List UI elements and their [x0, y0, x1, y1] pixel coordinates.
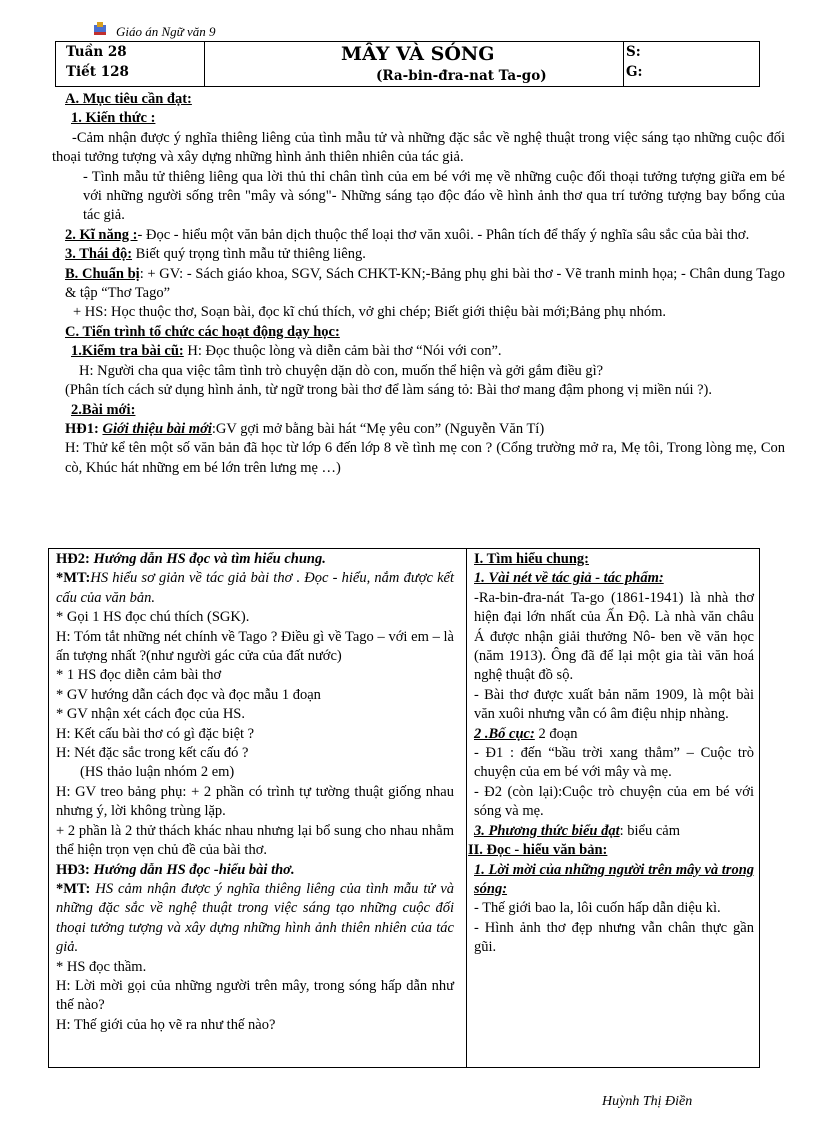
attitude-paragraph: 3. Thái độ: Biết quý trọng tình mẫu tử thiêng liêng.: [65, 246, 366, 263]
knowledge-paragraph-1: -Cảm nhận được ý nghĩa thiêng liêng của tình mẫu tử và những đặc sắc về nghệ thuật trong việc sáng tạo những cuộc đối thoại tưởng tượng và xây dựng những hình ảnh thiên nhiên của tác giả.: [52, 129, 785, 166]
skills-paragraph: 2. Kĩ năng :- Đọc - hiểu một văn bản dịch thuộc thể loại thơ văn xuôi. - Phân tích để thấy ý nghĩa sâu sắc của bài thơ.: [65, 226, 750, 243]
left-line-10: + 2 phần là 2 thử thách khác nhau nhưng lại bổ sung cho nhau nhằm thể hiện trọn vẹn chủ đề của bài thơ.: [56, 822, 454, 859]
week-cell: [56, 42, 205, 86]
structure-part-1: - Đ1 : đến “bầu trời xang thẳm” – Cuộc trò chuyện của em bé với mây và mẹ.: [474, 745, 754, 781]
activity-3-heading: HĐ3: Hướng dẫn HS đọc -hiểu bài thơ.: [56, 861, 295, 878]
period-label: Tiết 128: [66, 64, 129, 80]
new-lesson-heading: 2.Bài mới:: [71, 401, 136, 418]
left-line-4: * GV hướng dẫn cách đọc và đọc mẫu 1 đoạn: [56, 686, 321, 703]
knowledge-heading: 1. Kiến thức :: [71, 110, 156, 127]
left-line-6: H: Kết cấu bài thơ có gì đặc biệt ?: [56, 725, 255, 742]
left-line-3: * 1 HS đọc diễn cảm bài thơ: [56, 667, 222, 684]
expression-mode: 3. Phương thức biểu đạt: biểu cảm: [474, 822, 681, 839]
left-line-1: * Gọi 1 HS đọc chú thích (SGK).: [56, 609, 250, 626]
left-line-8: (HS thảo luận nhóm 2 em): [80, 764, 235, 781]
old-lesson-question: H: Người cha qua việc tâm tình trò chuyện dặn dò con, muốn thể hiện và gởi gắm điều gì?: [79, 362, 604, 379]
s-label: S:: [626, 44, 641, 60]
left-line-11: * HS đọc thầm.: [56, 958, 147, 975]
activity-2-heading: HĐ2: Hướng dẫn HS đọc và tìm hiểu chung.: [56, 551, 326, 567]
old-lesson-check: 1.Kiểm tra bài cũ: H: Đọc thuộc lòng và diễn cảm bài thơ “Nói với con”.: [71, 343, 502, 360]
student-preparation: + HS: Học thuộc thơ, Soạn bài, đọc kĩ chú thích, vở ghi chép; Biết giới thiệu bài mới;Bảng phụ nhóm.: [73, 304, 666, 321]
section-2-heading: II. Đọc - hiểu văn bản:: [468, 842, 608, 859]
poem-info: - Bài thơ được xuất bản năm 1909, là một bài văn xuôi nhưng vẫn có âm điệu nhịp nhàng.: [474, 686, 754, 723]
left-line-2: H: Tóm tắt những nét chính về Tago ? Điều gì về Tago – với em – là ấn tượng nhất ?(như người gác cửa của đất nước): [56, 628, 454, 665]
lesson-header-table: [55, 41, 760, 87]
header-title: Giáo án Ngữ văn 9: [116, 24, 216, 39]
activity-1: HĐ1: Giới thiệu bài mới:GV gợi mở bằng bài hát “Mẹ yêu con” (Nguyễn Văn Tí): [65, 420, 545, 437]
g-label: G:: [626, 64, 643, 80]
invitation-point-1: - Thế giới bao la, lôi cuốn hấp dẫn diệu kì.: [474, 900, 721, 917]
section-1-heading: I. Tìm hiểu chung:: [474, 551, 589, 567]
section-a-heading: A. Mục tiêu cần đạt:: [65, 91, 192, 107]
left-line-5: * GV nhận xét cách đọc của HS.: [56, 706, 245, 723]
structure-heading: 2 .Bố cục: 2 đoạn: [474, 725, 578, 742]
objective-2: *MT: HS cảm nhận được ý nghĩa thiêng liêng của tình mẫu tử và những đặc sắc về nghệ thuật trong việc sáng tạo những cuộc đối thoại tưởng tượng và xây dựng những hình ảnh thiên nhiên của tác giả.: [56, 880, 454, 956]
old-lesson-note: (Phân tích cách sử dụng hình ảnh, từ ngữ trong bài thơ để làm sáng tỏ: Bài thơ mang đậm phong vị miền núi ?).: [65, 382, 712, 399]
footer-author: Huỳnh Thị Điền: [602, 1094, 693, 1109]
objective-1: *MT:HS hiểu sơ giản về tác giả bài thơ . Đọc - hiểu, nắm được kết cấu của văn bản.: [56, 570, 454, 606]
book-logo-icon: [93, 22, 107, 36]
structure-part-2: - Đ2 (còn lại):Cuộc trò chuyện của em bé với sóng và mẹ.: [474, 783, 754, 820]
left-line-13: H: Thế giới của họ vẽ ra như thế nào?: [56, 1016, 276, 1033]
left-line-9: H: GV treo bảng phụ: + 2 phần có trình tự tường thuật giống nhau nhưng ý, lời không trùng lặp.: [56, 783, 454, 820]
preparation-paragraph: B. Chuẩn bị: + GV: - Sách giáo khoa, SGV, Sách CHKT-KN;-Bảng phụ ghi bài thơ - Vẽ tranh minh họa; - Chân dung Tago & tập “Thơ Tago”: [65, 265, 785, 302]
author-work-heading: 1. Vài nét về tác giả - tác phẩm:: [474, 570, 664, 587]
invitation-point-2: - Hình ảnh thơ đẹp nhưng vẫn chân thực gần gũi.: [474, 919, 754, 956]
lesson-author: (Ra-bin-đra-nat Ta-go): [376, 68, 547, 84]
activity-1-question: H: Thử kể tên một số văn bản đã học từ lớp 6 đến lớp 8 về tình mẹ con ? (Cổng trường mở ra, Mẹ tôi, Trong lòng mẹ, Con cò, Khúc hát những em bé lớn trên lưng mẹ …): [65, 440, 785, 476]
lesson-title: MÂY VÀ SÓNG: [341, 43, 495, 65]
content-column: [468, 550, 755, 958]
left-line-7: H: Nét đặc sắc trong kết cấu đó ?: [56, 745, 249, 762]
week-label: Tuần 28: [66, 44, 127, 60]
lesson-body: [52, 90, 785, 478]
author-info: -Ra-bin-đra-nát Ta-go (1861-1941) là nhà thơ hiện đại lớn nhất của Ấn Độ. Là nhà văn châu Á được nhận giải thưởng Nô- ben về văn học (năm 1913). Ông đã để lại một gia tài văn hoá nghệ thuật đồ sộ.: [474, 589, 754, 684]
teacher-activities-column: [56, 550, 454, 1035]
section-c-heading: C. Tiến trình tổ chức các hoạt động dạy học:: [65, 323, 340, 340]
left-line-12: H: Lời mời gọi của những người trên mây, trong sóng hấp dẫn như thế nào?: [56, 977, 454, 1014]
date-cell: [623, 42, 761, 86]
invitation-heading: 1. Lời mời của những người trên mây và trong sóng:: [474, 861, 755, 897]
knowledge-paragraph-2: - Tình mẫu tử thiêng liêng qua lời thủ thỉ chân tình của em bé với mẹ về những cuộc đối thoại tưởng tượng giữa em bé với những người sống trên "mây và sóng"- Những sáng tạo độc đáo về hình ảnh thơ qua trí tưởng tượng bay bổng của tác giả.: [83, 168, 785, 224]
